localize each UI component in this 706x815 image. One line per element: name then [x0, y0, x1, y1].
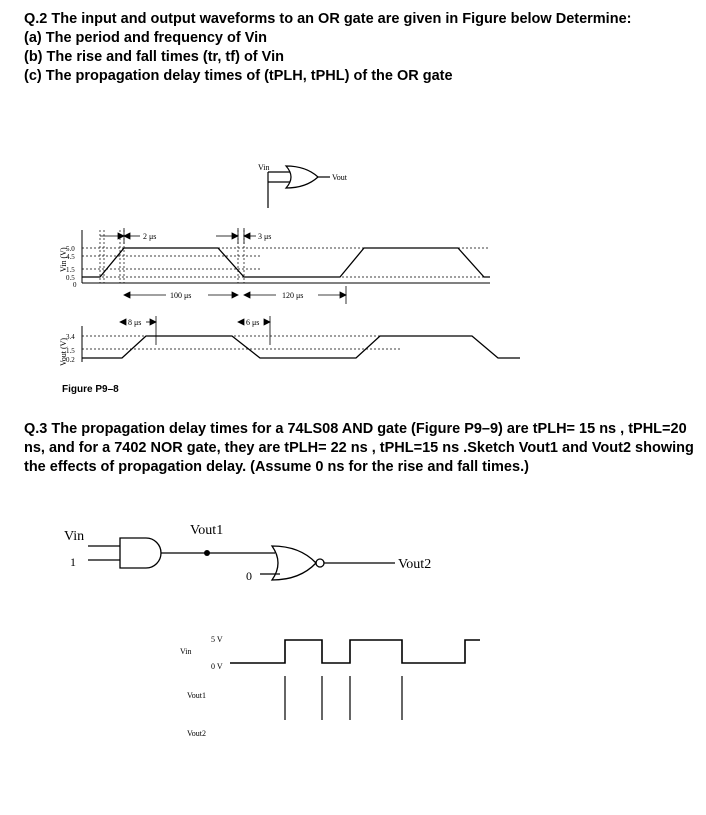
- dim-8us: 8 μs: [128, 318, 142, 327]
- tick-0-2: 0.2: [66, 356, 75, 364]
- q3-line-2: ns, and for a 7402 NOR gate, they are tPLH= 22 ns , tPHL=15 ns .Sketch Vout1 and Vout2 showing: [24, 440, 694, 456]
- input-zero-label: 0: [246, 569, 252, 583]
- q2-line-4: (c) The propagation delay times of (tPLH, tPHL) of the OR gate: [24, 68, 453, 84]
- tick-1-5-out: 1.5: [66, 347, 75, 355]
- and-gate-symbol: [88, 538, 275, 568]
- vout1-node: [204, 550, 210, 556]
- q2-line-2: (a) The period and frequency of Vin: [24, 30, 268, 46]
- waveform-vin-label: Vin: [180, 647, 192, 656]
- tick-0: 0: [73, 281, 77, 289]
- input-one-label: 1: [70, 555, 76, 569]
- zero-volt-label: 0 V: [211, 662, 223, 671]
- vout2-label: Vout2: [398, 557, 432, 572]
- tick-4-5: 4.5: [66, 253, 75, 261]
- figure-caption: Figure P9–8: [62, 384, 119, 395]
- five-volt-label: 5 V: [211, 635, 223, 644]
- tick-0-5: 0.5: [66, 274, 75, 282]
- vin-label: Vin: [64, 529, 85, 544]
- vin-axis-label: Vin (V): [59, 247, 68, 272]
- dim-2us: 2 μs: [143, 232, 157, 241]
- dim-100us: 100 μs: [170, 291, 192, 300]
- tick-1-5: 1.5: [66, 266, 75, 274]
- tick-5-0: 5.0: [66, 245, 75, 253]
- q3-line-3: the effects of propagation delay. (Assume 0 ns for the rise and fall times.): [24, 459, 529, 475]
- q2-line-1: Q.2 The input and output waveforms to an OR gate are given in Figure below Determine:: [24, 11, 632, 27]
- dim-6us: 6 μs: [246, 318, 260, 327]
- waveform-vout1-label: Vout1: [187, 691, 206, 700]
- q2-line-3: (b) The rise and fall times (tr, tf) of Vin: [24, 49, 284, 65]
- tick-3-4: 3.4: [66, 333, 75, 341]
- dim-3us: 3 μs: [258, 232, 272, 241]
- q3-line-1: Q.3 The propagation delay times for a 74LS08 AND gate (Figure P9–9) are tPLH= 15 ns , tPHL=20: [24, 421, 687, 437]
- vin-pulse-waveform: [230, 640, 480, 663]
- waveform-vout2-label: Vout2: [187, 729, 206, 738]
- vout-axis-label: Vout (V): [59, 337, 68, 366]
- vout1-label: Vout1: [190, 523, 224, 538]
- nor-gate-symbol: [260, 546, 395, 580]
- gate-input-label: Vin: [258, 163, 270, 172]
- gate-output-label: Vout: [332, 173, 347, 182]
- timing-guide-lines: [285, 676, 402, 720]
- dim-120us: 120 μs: [282, 291, 304, 300]
